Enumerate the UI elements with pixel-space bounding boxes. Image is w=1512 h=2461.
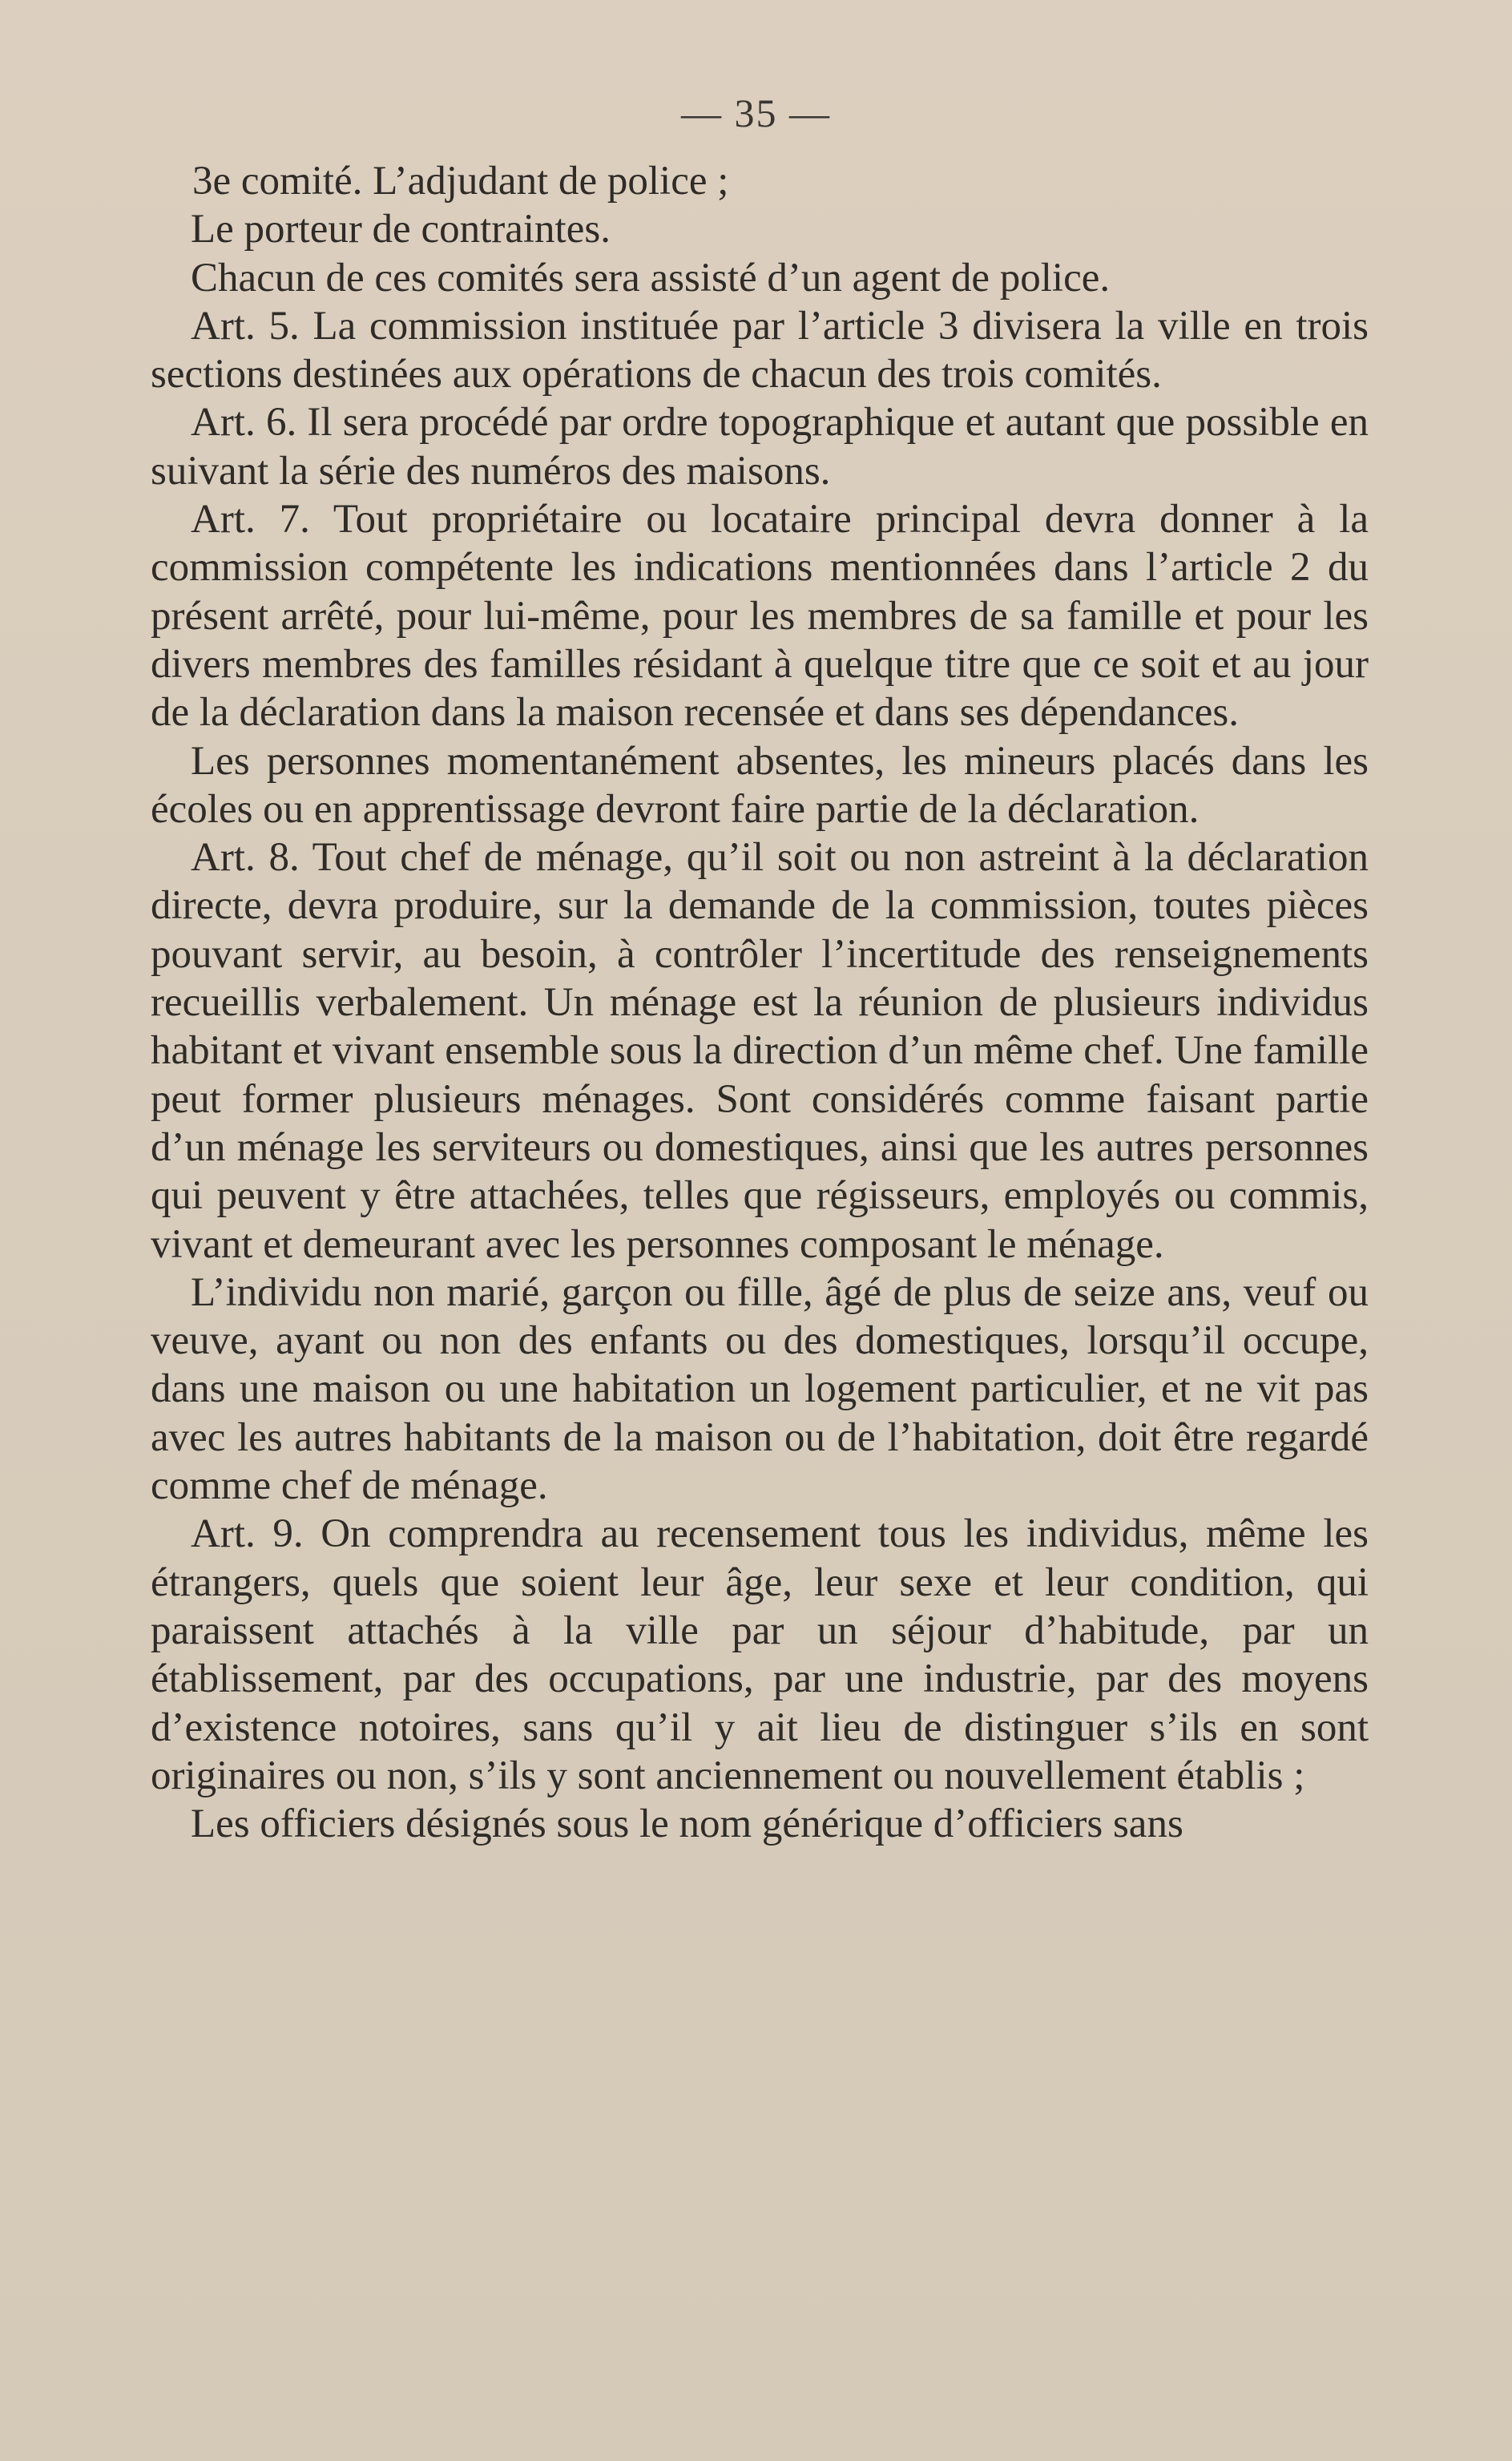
- paragraph-art-7: Art. 7. Tout propriétaire ou locataire principal devra donner à la commission compétente les indications mentionnées dans l’article 2 du présent arrêté, pour lui-même, pour les membres de sa famille et pour les divers membres des familles résidant à quelque titre que ce soit et au jour de la déclaration dans la maison recensée et dans ses dépendances.: [151, 497, 1369, 736]
- paragraph-porteur: Le porteur de contraintes.: [191, 207, 611, 252]
- page-number: — 35 —: [681, 91, 831, 135]
- paragraph-absentes: Les personnes momentanément absentes, les mineurs placés dans les écoles ou en apprentissage devront faire partie de la déclaration.: [151, 738, 1369, 832]
- paragraph-agent-police: Chacun de ces comités sera assisté d’un agent de police.: [191, 255, 1111, 301]
- paragraph-art-9: Art. 9. On comprendra au recensement tous les individus, même les étrangers, quels que soient leur âge, leur sexe et leur condition, qui paraissent attachés à la ville par un séjour d’habitude, par un établissement, par des occupations, par une industrie, par des moyens d’existence notoires, sans qu’il y ait lieu de distinguer s’ils en sont originaires ou non, s’ils y sont anciennement ou nouvellement établis ;: [151, 1511, 1369, 1798]
- paragraph-individu: L’individu non marié, garçon ou fille, âgé de plus de seize ans, veuf ou veuve, ayant ou non des enfants ou des domestiques, lorsqu’il occupe, dans une maison ou une habitation un logement particulier, et ne vit pas avec les autres habitants de la maison ou de l’habitation, doit être regardé comme chef de ménage.: [151, 1269, 1369, 1509]
- paragraph-officiers: Les officiers désignés sous le nom générique d’officiers sans: [191, 1801, 1183, 1847]
- paragraph-art-5: Art. 5. La commission instituée par l’article 3 divisera la ville en trois sections destinées aux opérations de chacun des trois comités.: [151, 303, 1369, 397]
- paragraph-art-6: Art. 6. Il sera procédé par ordre topographique et autant que possible en suivant la série des numéros des maisons.: [151, 400, 1369, 494]
- paragraph-comite-3: 3e comité. L’adjudant de police ;: [192, 159, 729, 204]
- body-text: [151, 157, 1369, 1848]
- paragraph-art-8: Art. 8. Tout chef de ménage, qu’il soit ou non astreint à la déclaration directe, devra produire, sur la demande de la commission, toutes pièces pouvant servir, au besoin, à contrôler l’incertitude des renseignements recueillis verbalement. Un ménage est la réunion de plusieurs individus habitant et vivant ensemble sous la direction d’un même chef. Une famille peut former plusieurs ménages. Sont considérés comme faisant partie d’un ménage les serviteurs ou domestiques, ainsi que les autres personnes qui peuvent y être attachées, telles que régisseurs, employés ou commis, vivant et demeurant avec les personnes composant le ménage.: [151, 835, 1369, 1267]
